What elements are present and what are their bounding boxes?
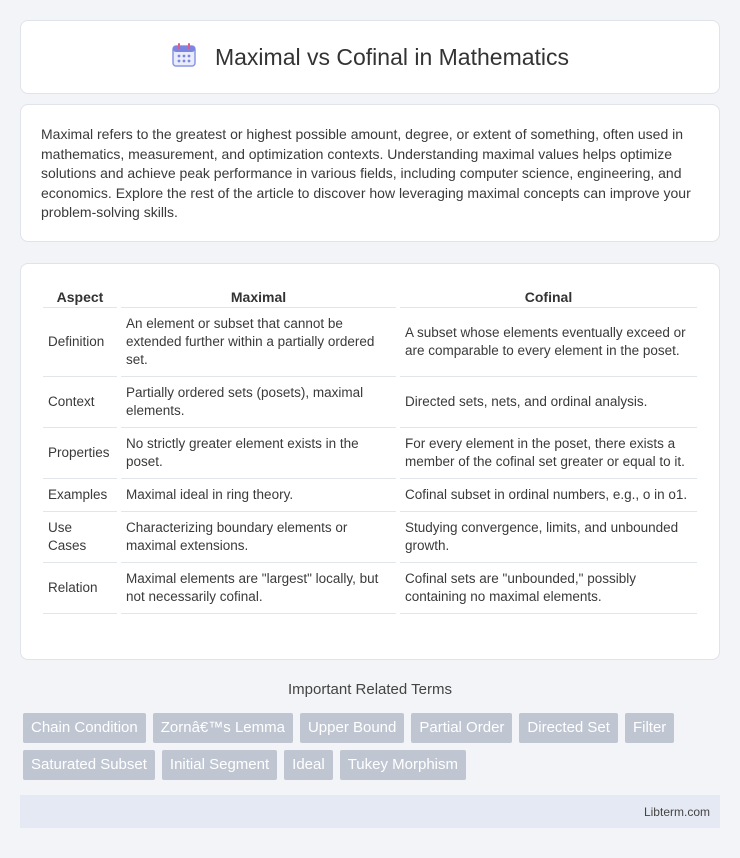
row-maximal: Characterizing boundary elements or maximal extensions. (121, 512, 396, 563)
related-tag[interactable]: Chain Condition (23, 713, 146, 743)
intro-card (20, 104, 720, 242)
row-aspect: Definition (43, 308, 117, 377)
calendar-icon (171, 42, 197, 73)
row-cofinal: For every element in the poset, there exists a member of the cofinal set greater or equal to it. (400, 428, 697, 479)
related-tag[interactable]: Directed Set (519, 713, 618, 743)
row-aspect: Relation (43, 563, 117, 614)
row-aspect: Examples (43, 479, 117, 512)
row-cofinal: Cofinal subset in ordinal numbers, e.g., o in o1. (400, 479, 697, 512)
row-maximal: An element or subset that cannot be extended further within a partially ordered set. (121, 308, 396, 377)
row-aspect: Properties (43, 428, 117, 479)
related-tag[interactable]: Initial Segment (162, 750, 277, 780)
related-tag[interactable]: Upper Bound (300, 713, 404, 743)
row-maximal: No strictly greater element exists in the poset. (121, 428, 396, 479)
footer-site-link[interactable]: Libterm.com (643, 804, 710, 819)
table-row (43, 377, 697, 428)
row-maximal: Maximal ideal in ring theory. (121, 479, 396, 512)
page-title: Maximal vs Cofinal in Mathematics (214, 43, 570, 70)
header-aspect: Aspect (43, 284, 117, 308)
table-header-row (43, 284, 697, 308)
related-tag[interactable]: Tukey Morphism (340, 750, 466, 780)
table-row (43, 512, 697, 563)
header-maximal: Maximal (121, 284, 396, 308)
row-cofinal: Studying convergence, limits, and unbounded growth. (400, 512, 697, 563)
footer (20, 795, 720, 828)
related-tag[interactable]: Partial Order (411, 713, 512, 743)
row-cofinal: Directed sets, nets, and ordinal analysis. (400, 377, 697, 428)
related-terms-title: Important Related Terms (288, 681, 452, 698)
header-card (20, 20, 720, 94)
row-maximal: Maximal elements are "largest" locally, but not necessarily cofinal. (121, 563, 396, 614)
related-tag[interactable]: Ideal (284, 750, 333, 780)
row-cofinal: A subset whose elements eventually exceed or are comparable to every element in the poset. (400, 308, 697, 377)
comparison-table (39, 284, 701, 614)
header-cofinal: Cofinal (400, 284, 697, 308)
comparison-table-card (20, 263, 720, 660)
row-aspect: Context (43, 377, 117, 428)
table-row (43, 428, 697, 479)
row-maximal: Partially ordered sets (posets), maximal elements. (121, 377, 396, 428)
intro-text: Maximal refers to the greatest or highest possible amount, degree, or extent of something, often used in mathematics, measurement, and optimization contexts. Understanding maximal values helps optimize solutions and achieve peak performance in various fields, including computer science, engineering, and economics. Explore the rest of the article to discover how leveraging maximal concepts can improve your problem-solving skills. (41, 126, 691, 220)
table-row (43, 479, 697, 512)
related-tag[interactable]: Zornâ€™s Lemma (153, 713, 293, 743)
row-cofinal: Cofinal sets are "unbounded," possibly containing no maximal elements. (400, 563, 697, 614)
related-terms-list (23, 713, 723, 780)
related-tag[interactable]: Filter (625, 713, 674, 743)
related-tag[interactable]: Saturated Subset (23, 750, 155, 780)
row-aspect: Use Cases (43, 512, 117, 563)
table-row (43, 563, 697, 614)
table-row (43, 308, 697, 377)
